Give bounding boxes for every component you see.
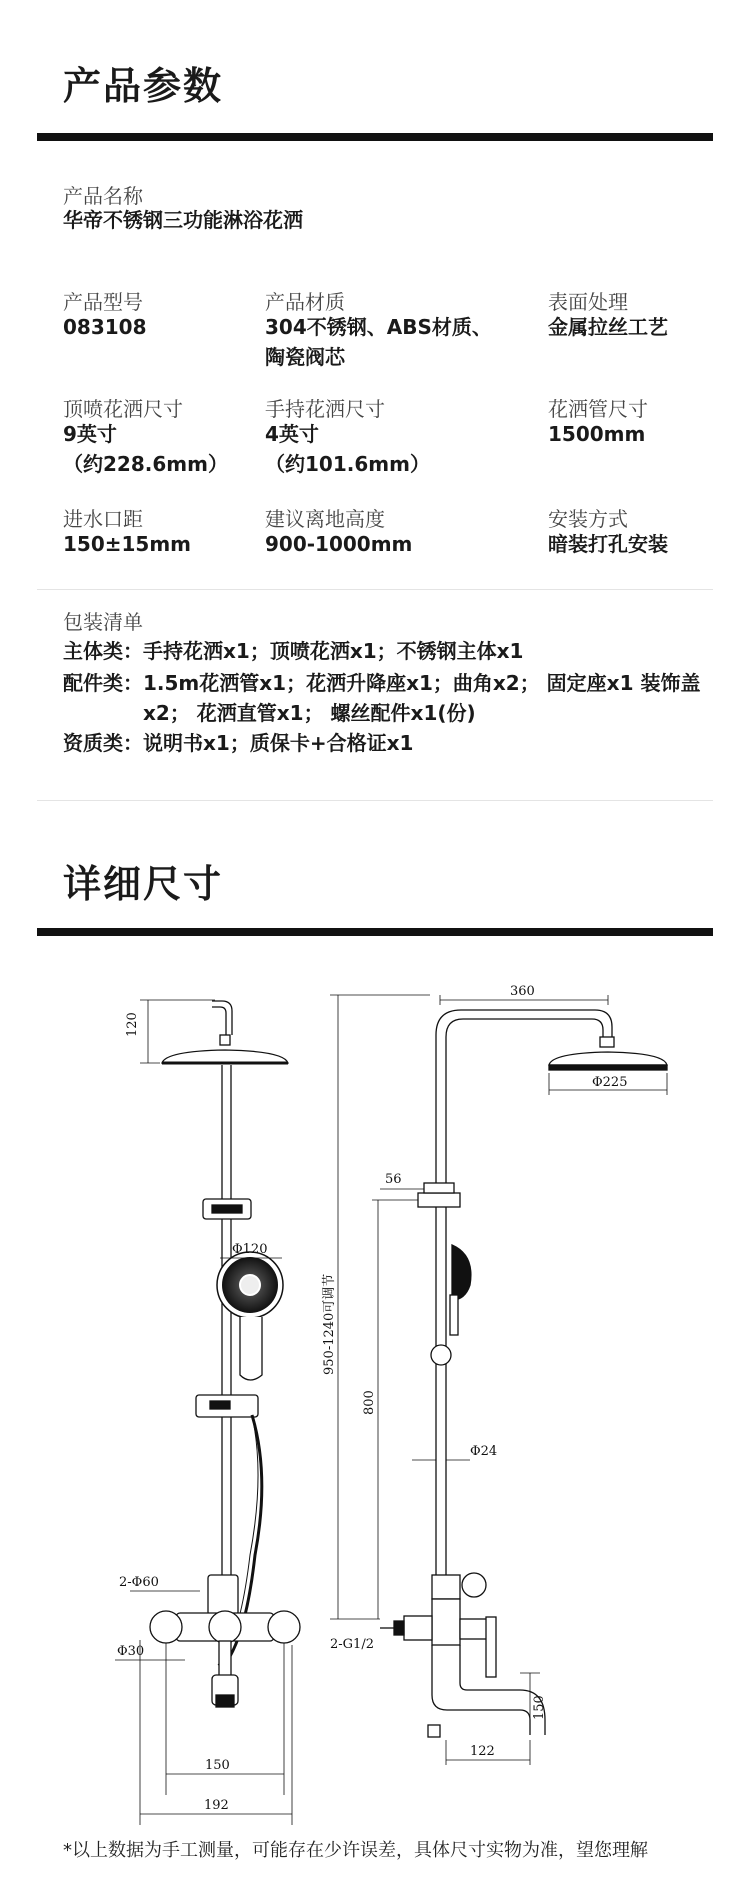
spec-value-finish: 金属拉丝工艺 <box>548 315 668 339</box>
packing-row-main <box>63 636 703 666</box>
title-bar <box>37 928 713 936</box>
spec-label-hose: 花洒管尺寸 <box>548 397 648 421</box>
dim-hand-shower-dia: Φ120 <box>232 1242 268 1257</box>
spec-value-hose: 1500mm <box>548 422 646 446</box>
divider <box>37 589 713 590</box>
packing-label: 包装清单 <box>63 610 143 634</box>
packing-row-docs <box>63 728 703 758</box>
spec-value-install: 暗装打孔安装 <box>548 532 668 556</box>
dim-spout-height: 150 <box>532 1695 547 1720</box>
packing-row-accessories <box>63 668 703 728</box>
packing-items: 手持花洒x1；顶喷花洒x1；不锈钢主体x1 <box>143 639 524 663</box>
footnote: *以上数据为手工测量，可能存在少许误差，具体尺寸实物为准，望您理解 <box>63 1840 648 1861</box>
spec-value-height: 900-1000mm <box>265 532 413 556</box>
spec-label-name: 产品名称 <box>63 184 143 208</box>
spec-label-material: 产品材质 <box>265 290 345 314</box>
dim-thread: 2-G1/2 <box>330 1637 374 1652</box>
spec-label-install: 安装方式 <box>548 507 628 531</box>
dim-top-spray-dia: Φ225 <box>592 1075 628 1090</box>
spec-label-inlet: 进水口距 <box>63 507 143 531</box>
dim-width-150: 150 <box>205 1758 230 1773</box>
spec-label-finish: 表面处理 <box>548 290 628 314</box>
spec-label-height: 建议离地高度 <box>265 507 385 531</box>
side-view-dimensions <box>330 995 667 1765</box>
dim-spout-reach: 122 <box>470 1744 495 1759</box>
dim-pipe-dia: Φ24 <box>470 1444 498 1459</box>
dim-arm-length: 360 <box>510 984 535 999</box>
dim-knob-dia: Φ30 <box>117 1644 145 1659</box>
spec-value-inlet: 150±15mm <box>63 532 192 556</box>
spec-value-model: 083108 <box>63 315 147 339</box>
spec-value-top-spray: 9英寸 （约228.6mm） <box>63 422 228 476</box>
dimension-drawing <box>0 955 750 1835</box>
side-view <box>380 1010 667 1737</box>
spec-value-material: 304不锈钢、ABS材质、陶瓷阀芯 <box>265 315 492 369</box>
dim-inlet: 2-Φ60 <box>119 1575 159 1590</box>
packing-category: 资质类： <box>63 731 143 755</box>
dim-slider-offset: 56 <box>385 1172 402 1187</box>
spec-value-name: 华帝不锈钢三功能淋浴花洒 <box>63 208 303 232</box>
dim-top-spray-height: 120 <box>125 1012 140 1037</box>
packing-items: 1.5m花洒管x1；花洒升降座x1；曲角x2； 固定座x1 装饰盖x2； 花洒直管x1； 螺丝配件x1(份) <box>143 671 701 725</box>
dim-width-192: 192 <box>204 1798 229 1813</box>
spec-label-top-spray: 顶喷花洒尺寸 <box>63 397 183 421</box>
section-title-dimensions: 详细尺寸 <box>63 862 224 906</box>
packing-items: 说明书x1；质保卡+合格证x1 <box>143 731 414 755</box>
packing-category: 主体类： <box>63 639 143 663</box>
title-bar <box>37 133 713 141</box>
spec-value-hand-shower: 4英寸 （约101.6mm） <box>265 422 430 476</box>
section-title-params: 产品参数 <box>63 64 224 108</box>
divider <box>37 800 713 801</box>
dim-height-800: 800 <box>362 1390 377 1415</box>
packing-category: 配件类： <box>63 671 143 695</box>
dim-adjust-range: 950-1240可调节 <box>322 1273 337 1375</box>
spec-label-model: 产品型号 <box>63 290 143 314</box>
spec-label-hand-shower: 手持花洒尺寸 <box>265 397 385 421</box>
front-view <box>150 1001 300 1707</box>
